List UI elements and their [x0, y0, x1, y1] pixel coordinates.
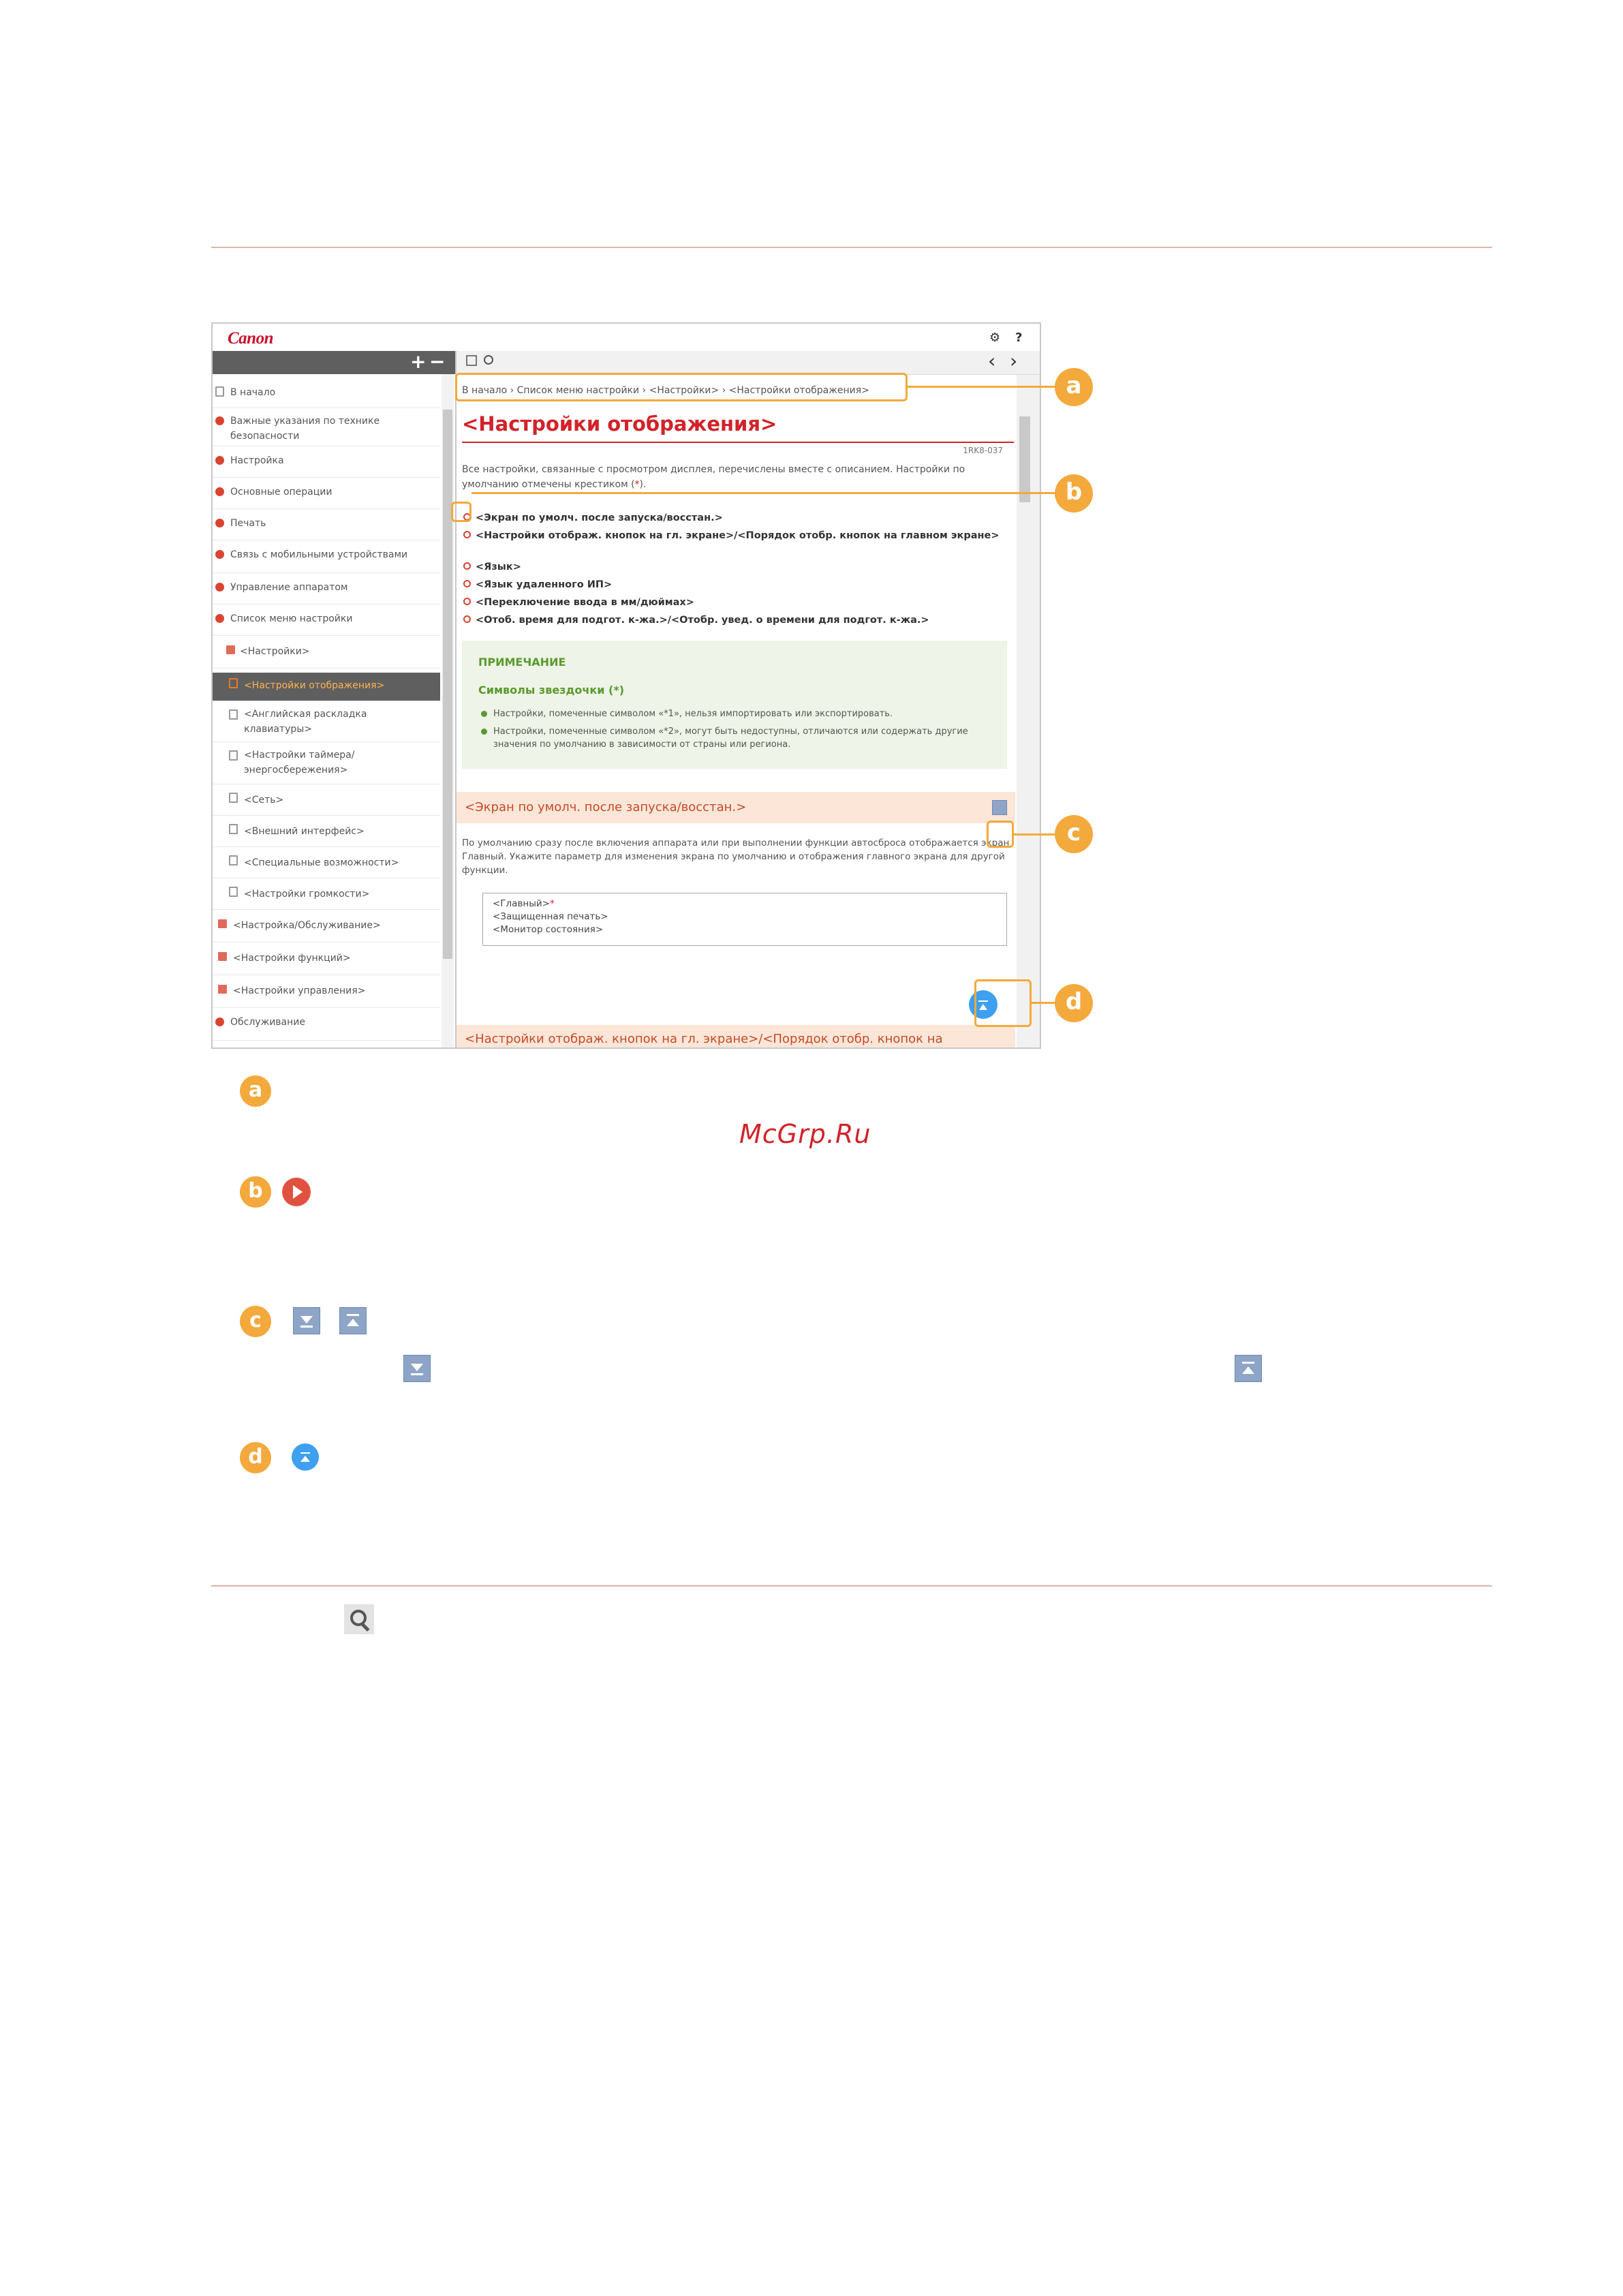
search-icon[interactable]	[484, 355, 493, 365]
legend-badge-a: a	[240, 1075, 271, 1107]
toc-item[interactable]	[213, 746, 440, 784]
manual-screenshot	[211, 322, 1041, 1049]
toc-item-label: Связь с мобильными устройствами	[230, 549, 408, 560]
page-icon	[229, 678, 238, 688]
toc-item-label: Печать	[230, 518, 266, 529]
intro-end: ).	[639, 479, 647, 490]
section-header	[457, 1025, 1015, 1047]
note-title: ПРИМЕЧАНИЕ	[478, 656, 566, 669]
section-link-label: <Настройки отображ. кнопок на гл. экране>/<Порядок отобр. кнопок на главном экране>	[476, 530, 1000, 541]
collapse-up-icon	[339, 1307, 367, 1334]
book-icon	[229, 887, 238, 897]
option-label: <Главный>	[493, 898, 550, 909]
content-body	[457, 375, 1015, 1047]
content-scrollbar-thumb[interactable]	[1019, 416, 1030, 502]
breadcrumb-highlight	[455, 373, 908, 401]
app-header	[213, 324, 1040, 351]
expand-down-icon	[293, 1307, 320, 1334]
toc-item-label: <Настройки функций>	[233, 953, 351, 964]
toc-toolbar	[213, 351, 455, 374]
toc-item[interactable]	[213, 947, 440, 975]
note-bullet: Настройки, помеченные символом «*2», могут быть недоступны, отличаются или содержать другие значения по умолчанию в зависимости от страны или региона.	[481, 725, 999, 751]
book-icon	[229, 855, 238, 866]
breadcrumb[interactable]: В начало › Список меню настройки › <Настройки> › <Настройки отображения>	[462, 385, 869, 396]
collapse-all-button[interactable]: −	[429, 350, 446, 373]
toc-sidebar	[213, 351, 457, 1047]
callout-c: c	[1055, 815, 1093, 853]
note-box	[462, 641, 1007, 769]
section-heading: <Экран по умолч. после запуска/восстан.>	[465, 800, 747, 814]
toc-item-label: <Внешний интерфейс>	[244, 826, 365, 837]
section-link-label: <Переключение ввода в мм/дюймах>	[476, 597, 694, 608]
toc-item-label: Список меню настройки	[230, 613, 353, 624]
section-link[interactable]	[462, 560, 1007, 574]
link-icon	[463, 580, 471, 587]
toc-item-label: Важные указания по технике безопасности	[230, 416, 380, 442]
toc-item[interactable]	[213, 883, 440, 910]
callout-line-a	[908, 386, 1064, 388]
toc-item[interactable]	[213, 1012, 440, 1041]
legend-badge-c: c	[240, 1306, 271, 1337]
chapter-icon	[215, 456, 224, 465]
toc-list	[213, 374, 440, 1047]
options-box	[482, 893, 1007, 946]
toc-item-label: <Настройки громкости>	[244, 889, 370, 900]
section-link-label: <Экран по умолч. после запуска/восстан.>	[476, 512, 723, 523]
prev-page-button[interactable]: ‹	[988, 350, 996, 372]
link-icon-highlight	[451, 502, 472, 522]
toc-item[interactable]	[213, 705, 440, 742]
play-icon	[282, 1178, 311, 1206]
toc-item[interactable]	[213, 412, 440, 446]
toc-item[interactable]	[213, 851, 440, 878]
section-heading: <Настройки отображ. кнопок на гл. экране>/<Порядок отобр. кнопок на	[465, 1032, 943, 1046]
expand-all-button[interactable]: +	[410, 350, 427, 373]
intro-main: Все настройки, связанные с просмотром дисплея, перечислены вместе с описанием. Настройки по умолчанию отмечены крестиком (	[462, 464, 965, 490]
link-icon	[463, 531, 471, 538]
toc-item-label: В начало	[230, 387, 276, 398]
toc-item[interactable]	[213, 820, 440, 847]
section-link[interactable]	[462, 613, 1007, 627]
section-divider	[211, 1585, 1492, 1587]
page-title: <Настройки отображения>	[462, 412, 777, 435]
expand-icon	[218, 985, 227, 994]
toc-scrollbar-thumb[interactable]	[443, 410, 452, 959]
next-page-button[interactable]: ›	[1010, 350, 1018, 372]
back-to-top-icon	[292, 1443, 319, 1471]
chapter-icon	[215, 614, 224, 623]
chapter-icon	[215, 487, 224, 496]
toc-item[interactable]	[213, 609, 440, 636]
book-icon	[229, 793, 238, 803]
toc-item-label: Настройка	[230, 455, 284, 466]
toc-item[interactable]	[213, 789, 440, 816]
toc-item[interactable]	[213, 482, 440, 509]
document-id: 1RK8-037	[963, 446, 1003, 455]
chapter-icon	[215, 416, 224, 425]
toc-item-label: <Специальные возможности>	[244, 857, 399, 868]
toc-item[interactable]	[213, 979, 440, 1008]
expand-icon	[218, 919, 227, 928]
callout-d: d	[1055, 984, 1093, 1022]
chapter-icon	[215, 1017, 224, 1026]
sidebar-toggle-icon[interactable]	[466, 355, 477, 366]
callout-b: b	[1055, 474, 1093, 512]
toc-item[interactable]	[213, 513, 440, 540]
toc-item[interactable]	[213, 640, 440, 669]
toc-item[interactable]	[213, 545, 440, 573]
expand-section-icon[interactable]	[992, 800, 1007, 815]
option-item: <Защищенная печать>	[493, 911, 608, 922]
title-underline	[462, 442, 1014, 443]
expand-icon-highlight	[987, 821, 1014, 848]
toc-item[interactable]	[213, 577, 440, 604]
top-button-highlight	[974, 979, 1032, 1027]
toc-item-label: Обслуживание	[230, 1017, 305, 1028]
collapse-icon	[226, 645, 235, 654]
toc-item-label: Управление аппаратом	[230, 582, 348, 593]
book-icon	[229, 750, 238, 761]
chapter-icon	[215, 519, 224, 527]
intro-text	[462, 462, 1007, 492]
search-icon	[344, 1604, 374, 1634]
book-icon	[229, 709, 238, 720]
canon-logo: Canon	[228, 329, 273, 348]
section-link-label: <Язык>	[476, 562, 521, 572]
toc-item-label: <Настройки>	[240, 646, 310, 657]
collapse-up-icon	[1235, 1355, 1262, 1382]
toc-item-label: <Настройки отображения>	[244, 680, 385, 691]
link-icon	[463, 615, 471, 623]
callout-line-b	[472, 492, 1067, 494]
note-subtitle: Символы звездочки (*)	[478, 684, 625, 697]
note-bullet: Настройки, помеченные символом «*1», нельзя импортировать или экспортировать.	[481, 707, 999, 720]
section-link[interactable]	[462, 511, 1007, 525]
toc-item-label: <Настройки таймера/энергосбережения>	[244, 750, 355, 776]
content-pane	[457, 351, 1040, 1047]
toc-item-label: <Настройка/Обслуживание>	[233, 920, 381, 931]
chapter-icon	[215, 550, 224, 559]
help-icon[interactable]: ?	[1015, 331, 1023, 345]
expand-down-icon	[403, 1355, 431, 1382]
default-mark: *	[634, 479, 640, 490]
toc-item-active[interactable]	[213, 673, 440, 701]
toc-item[interactable]	[213, 384, 440, 408]
link-icon	[463, 562, 471, 570]
watermark: McGrp.Ru	[739, 1119, 871, 1149]
content-toolbar	[457, 351, 1040, 375]
chapter-icon	[215, 583, 224, 592]
gear-icon[interactable]: ⚙	[989, 331, 1001, 345]
option-item: <Монитор состояния>	[493, 924, 604, 935]
section-body: По умолчанию сразу после включения аппарата или при выполнении функции автосброса отображается экран Главный. Укажите параметр для изменения экрана по умолчанию и отображения главного экрана для другой функции.	[462, 838, 1010, 876]
default-mark: *	[549, 898, 555, 909]
section-link-label: <Отоб. время для подгот. к-жа.>/<Отобр. увед. о времени для подгот. к-жа.>	[476, 615, 929, 626]
toc-item-label: <Английская раскладка клавиатуры>	[244, 709, 367, 735]
book-icon	[229, 824, 238, 834]
toc-item-label: <Настройки управления>	[233, 985, 366, 996]
section-link[interactable]	[462, 529, 1007, 542]
section-header	[457, 792, 1015, 823]
option-item	[493, 898, 997, 910]
top-divider	[211, 247, 1492, 248]
toc-item[interactable]	[213, 914, 440, 943]
toc-item-label: <Сеть>	[244, 795, 284, 806]
legend-badge-d: d	[240, 1442, 271, 1473]
book-icon	[215, 386, 224, 397]
toc-item[interactable]	[213, 450, 440, 478]
link-icon	[463, 598, 471, 605]
legend-badge-b: b	[240, 1176, 271, 1208]
toc-item-label: Основные операции	[230, 487, 333, 498]
expand-icon	[218, 952, 227, 961]
section-link-label: <Язык удаленного ИП>	[476, 579, 613, 590]
section-link[interactable]	[462, 578, 1007, 592]
section-link[interactable]	[462, 596, 1007, 609]
callout-a: a	[1055, 368, 1093, 406]
